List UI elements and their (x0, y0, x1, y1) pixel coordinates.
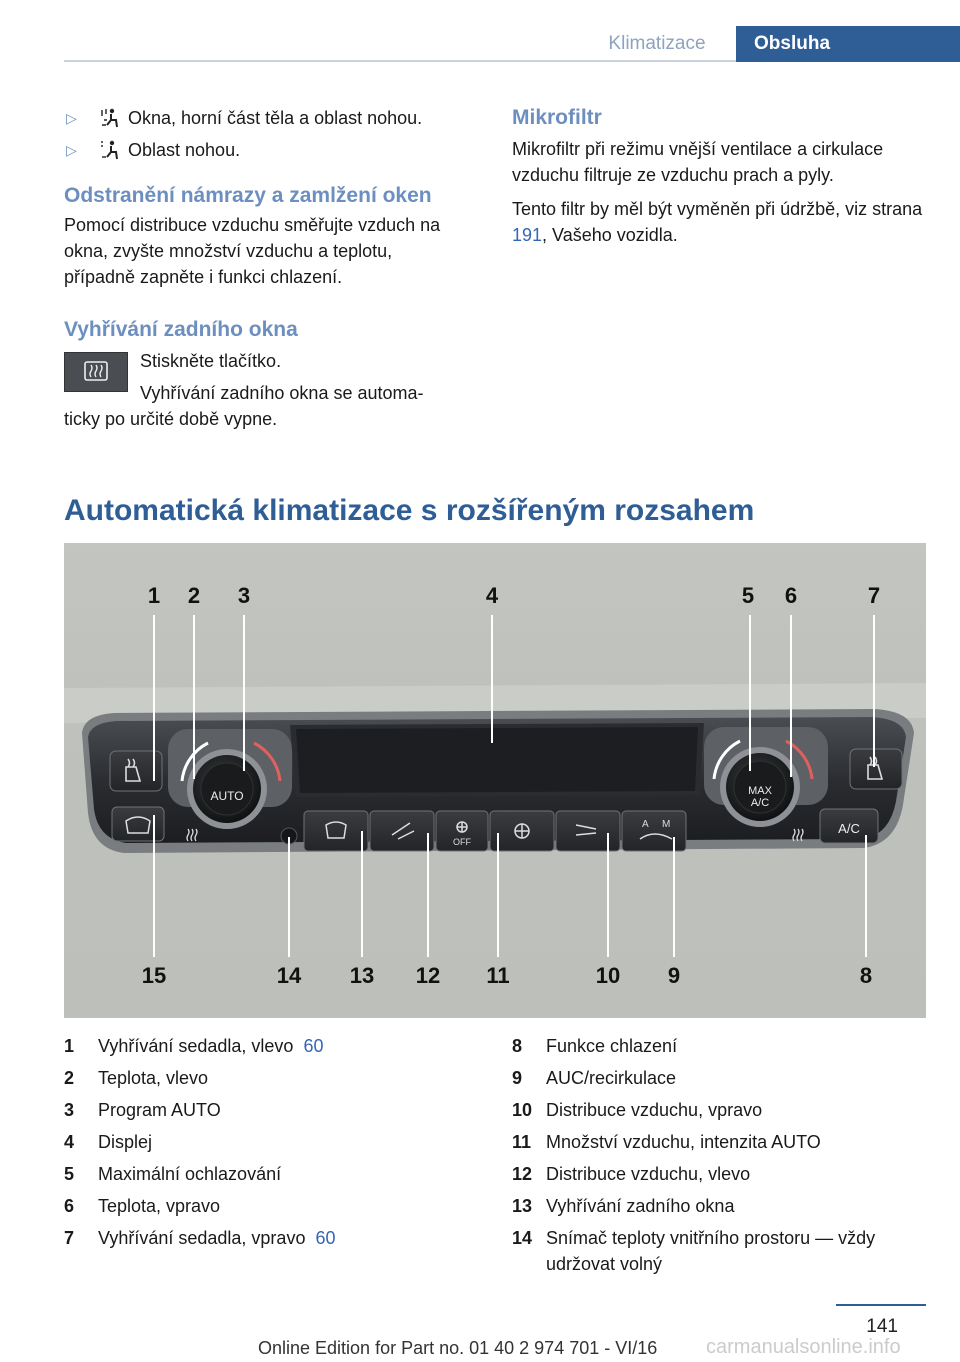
page-reference-link[interactable]: 60 (303, 1036, 324, 1056)
bullet-text: Oblast nohou. (128, 140, 241, 160)
header-section-label[interactable]: Klimatizace (608, 33, 706, 54)
callout-number: 12 (415, 963, 441, 988)
legend-text: Snímač teploty vnitřního prostoru — vždy udržovat volný (546, 1228, 876, 1274)
legend-number: 10 (512, 1100, 533, 1120)
list-item (64, 136, 464, 168)
climate-panel-illustration (64, 543, 926, 1018)
footer-rule (836, 1304, 926, 1306)
legend-number: 11 (512, 1132, 532, 1152)
legend-number: 9 (512, 1068, 523, 1088)
section-heading-defrost: Odstranění námrazy a zamlžení oken (64, 184, 432, 207)
page-reference-link[interactable]: 60 (315, 1228, 336, 1248)
legend-item (64, 1190, 484, 1222)
legend-text: Teplota, vlevo (98, 1068, 209, 1088)
legend-item (512, 1094, 926, 1126)
auto-knob-label[interactable]: AUTO (210, 789, 244, 803)
ac-button-label[interactable]: A/C (838, 821, 860, 836)
legend-text: Vyhřívání sedadla, vpravo (98, 1228, 306, 1248)
section-heading-microfilter: Mikrofiltr (512, 106, 602, 129)
callout-number: 6 (784, 583, 798, 608)
triangle-bullet-icon: ▷ (66, 142, 77, 158)
climate-control-figure (64, 543, 926, 1018)
legend-number: 6 (64, 1196, 75, 1216)
legend-item (512, 1222, 926, 1280)
max-knob-label-1[interactable]: MAX (748, 785, 772, 797)
page-number: 141 (866, 1316, 898, 1337)
legend-number: 8 (512, 1036, 523, 1056)
max-knob-label-2: A/C (750, 797, 770, 809)
microfilter-paragraph-1: Mikrofiltr při režimu vnější ventilace a cirkulace vzduchu filtruje ze vzduchu prach a pyly. (512, 139, 884, 185)
callout-number: 1 (147, 583, 161, 608)
legend-number: 2 (64, 1068, 75, 1088)
legend-number: 5 (64, 1164, 75, 1184)
callout-number: 14 (276, 963, 302, 988)
legend-text: Funkce chlazení (546, 1036, 678, 1056)
fan-off-label[interactable]: OFF (453, 837, 471, 847)
callout-number: 9 (667, 963, 681, 988)
callout-number: 10 (595, 963, 621, 988)
legend-text: Teplota, vpravo (98, 1196, 221, 1216)
callout-number: 11 (486, 963, 510, 988)
legend-text: Program AUTO (98, 1100, 221, 1120)
microfilter-text-b: , Vašeho vozidla. (542, 225, 678, 245)
legend-number: 14 (512, 1228, 533, 1248)
callout-number: 2 (187, 583, 201, 608)
legend-left (64, 1030, 484, 1254)
airflow-window-body-feet-icon (98, 108, 120, 136)
section-heading-rear-window: Vyhřívání zadního okna (64, 318, 298, 341)
page-reference-link[interactable]: 191 (512, 225, 543, 245)
rear-window-note-line1: Vyhřívání zadního okna se automa- (140, 383, 424, 403)
callout-number: 5 (741, 583, 755, 608)
airflow-feet-icon (98, 140, 120, 168)
legend-text: Maximální ochlazování (98, 1164, 282, 1184)
legend-text: Displej (98, 1132, 153, 1152)
auc-label-m: M (662, 819, 671, 830)
watermark: carmanualsonline.info (706, 1336, 901, 1358)
rear-window-block (64, 348, 464, 432)
legend-number: 13 (512, 1196, 533, 1216)
legend-number: 3 (64, 1100, 75, 1120)
right-column (512, 104, 926, 256)
legend-number: 12 (512, 1164, 533, 1184)
microfilter-text-a: Tento filtr by měl být vyměněn při údržbě, viz strana (512, 199, 923, 219)
microfilter-paragraph-2 (512, 196, 926, 248)
legend-item (512, 1062, 926, 1094)
bullet-text: Okna, horní část těla a oblast nohou. (128, 108, 423, 128)
legend-text: Distribuce vzduchu, vlevo (546, 1164, 751, 1184)
rear-window-note-line2: ticky po určité době vypne. (64, 409, 278, 429)
callout-number: 15 (141, 963, 167, 988)
rear-window-heating-icon (64, 352, 128, 392)
legend-item (64, 1126, 484, 1158)
list-item (64, 104, 464, 136)
callout-number: 3 (237, 583, 251, 608)
legend-item (64, 1158, 484, 1190)
callout-number: 8 (859, 963, 873, 988)
legend-text: Vyhřívání sedadla, vlevo (98, 1036, 294, 1056)
legend-number: 4 (64, 1132, 75, 1152)
callout-number: 7 (867, 583, 881, 608)
left-column (64, 104, 464, 432)
defrost-paragraph: Pomocí distribuce vzduchu směřujte vzduch na okna, zvyšte množství vzduchu a teplotu, případně zapněte i funkci chlazení. (64, 215, 441, 287)
legend-item (64, 1062, 484, 1094)
legend-text: Vyhřívání zadního okna (546, 1196, 735, 1216)
auc-label-a: A (642, 819, 649, 830)
rear-window-step: Stiskněte tlačítko. (140, 351, 282, 371)
callout-number: 13 (349, 963, 375, 988)
legend-item (512, 1126, 926, 1158)
legend-number: 1 (64, 1036, 75, 1056)
legend-text: Množství vzduchu, intenzita AUTO (546, 1132, 821, 1152)
legend-item (512, 1190, 926, 1222)
triangle-bullet-icon: ▷ (66, 110, 77, 126)
legend-item (64, 1094, 484, 1126)
legend-text: AUC/recirkulace (546, 1068, 677, 1088)
legend-right (512, 1030, 926, 1280)
page-title: Automatická klimatizace s rozšířeným rozsahem (64, 494, 755, 527)
legend-item (64, 1030, 484, 1062)
legend-number: 7 (64, 1228, 75, 1248)
legend-item (64, 1222, 484, 1254)
edition-note: Online Edition for Part no. 01 40 2 974 701 - VI/16 (258, 1338, 658, 1358)
legend-item (512, 1158, 926, 1190)
callout-number: 4 (485, 583, 499, 608)
header-tab-active[interactable]: Obsluha (736, 26, 960, 62)
legend-item (512, 1030, 926, 1062)
legend-text: Distribuce vzduchu, vpravo (546, 1100, 763, 1120)
